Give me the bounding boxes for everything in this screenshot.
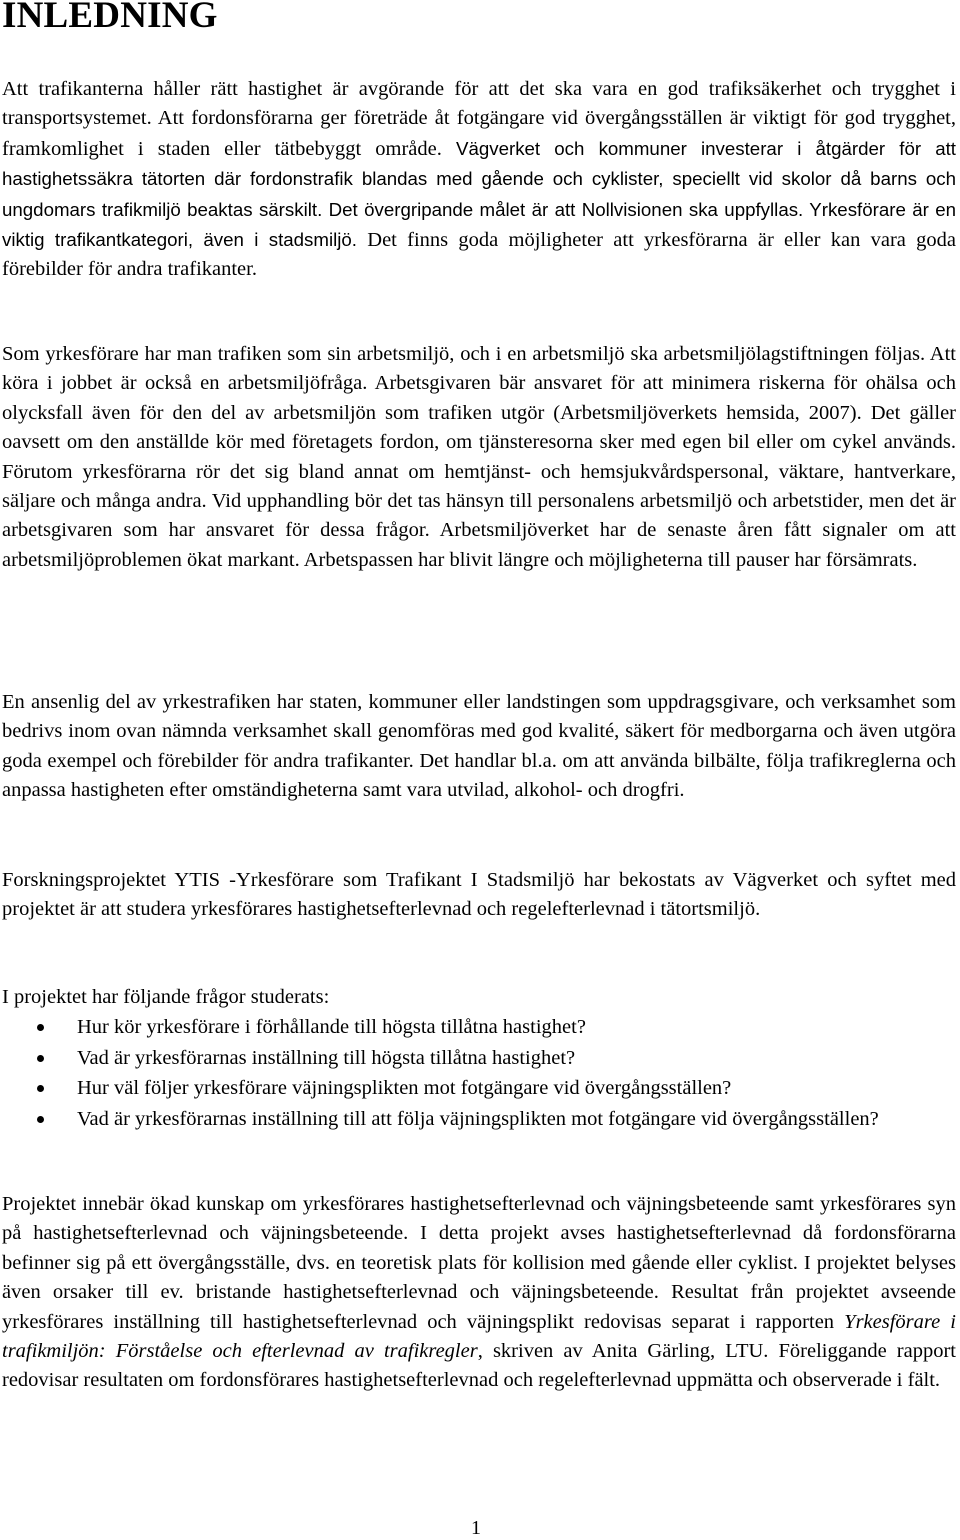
intro-serif-text: Att trafikanterna håller rätt hastighet är avgörande för att det ska vara en god trafiksäkerhet och trygghet i transportsystemet. Att fordonsförarna ger företräde åt fotgängare vid övergångsställen är viktigt för god trygghet, framkomlighet i staden eller tätbebyggt område.: [2, 78, 956, 160]
outcome-text-end: , skriven av Anita Gärling, LTU. Föreliggande rapport redovisar resultaten om fordonsförares hastighetsefterlevnad och regelefterlevnad uppmätta och observerade i fält.: [2, 1340, 956, 1392]
intro-serif-text-2: Det finns goda möjligheter att yrkesförarna är eller kan vara goda förebilder för andra trafikanter.: [2, 229, 956, 281]
research-questions-list: [0, 1012, 958, 1134]
section-heading: INLEDNING: [2, 0, 218, 36]
list-item-text: Hur kör yrkesförare i förhållande till högsta tillåtna hastighet?: [77, 1016, 586, 1038]
bullet-icon: [37, 1116, 44, 1123]
outcome-text: Projektet innebär ökad kunskap om yrkesförares hastighetsefterlevnad och väjningsbeteende samt yrkesförares syn på hastighetsefterlevnad och väjningsbeteende. I detta projekt avses hastighetsefterlevnad då fordonsförarna befinner sig på ett övergångsställe, dvs. en teoretisk plats för kollision med gående eller cyklist. I projektet belyses även orsaker till ev. bristande hastighetsefterlevnad och väjningsbeteende. Resultat från projektet avseende yrkesförares inställning till hastighetsefterlevnad och väjningsplikt redovisas separat i rapporten: [2, 1193, 956, 1333]
work-environment-paragraph: Som yrkesförare har man trafiken som sin arbetsmiljö, och i en arbetsmiljö ska arbetsmiljölagstiftningen följas. Att köra i jobbet är också en arbetsmiljöfråga. Arbetsgivaren bär ansvaret för att minimera riskerna för ohälsa och olycksfall även för den del av arbetsmiljön som trafiken utgör (Arbetsmiljöverkets hemsida, 2007). Det gäller oavsett om den anställde kör med företagets fordon, om tjänsteresorna sker med egen bil eller om cykel används. Förutom yrkesförarna rör det sig bland annat om hemtjänst- och hemsjukvårdspersonal, väktare, hantverkare, säljare och många andra. Vid upphandling bör det tas hänsyn till personalens arbetsmiljö och arbetstider, men det är arbetsgivaren som har ansvaret för dessa frågor. Arbetsmiljöverket har de senaste åren fått signaler om att arbetsmiljöproblemen ökat markant. Arbetspassen har blivit längre och möjligheterna till pauser har försämrats.: [2, 343, 956, 571]
intro-paragraph: [2, 75, 956, 285]
intro-sans-text: Vägverket och kommuner investerar i åtgärder för att hastighetssäkra tätorten där fordonstrafik blandas med gående och cyklister, speciellt vid skolor då barns och ungdomars trafikmiljö beaktas särskilt. Det övergripande målet är att Nollvisionen ska uppfyllas. Yrkesförare är en viktig trafikantkategori, även i stadsmiljö.: [2, 137, 957, 251]
list-item: [0, 1043, 958, 1074]
bullet-icon: [37, 1085, 44, 1092]
list-item-text: Vad är yrkesförarnas inställning till högsta tillåtna hastighet?: [77, 1046, 576, 1069]
list-item-text: Vad är yrkesförarnas inställning till att följa väjningsplikten mot fotgängare vid övergångsställen?: [77, 1107, 879, 1130]
list-item: [0, 1104, 958, 1135]
list-item-text: Hur väl följer yrkesförare väjningsplikten mot fotgängare vid övergångsställen?: [77, 1077, 732, 1100]
public-sector-paragraph: En ansenlig del av yrkestrafiken har staten, kommuner eller landstingen som uppdragsgivare, och verksamhet som bedrivs inom ovan nämnda verksamhet skall genomföras med god kvalité, säkert för medborgarna och även utgöra goda exempel och förebilder för andra trafikanter. Det handlar bl.a. om att använda bilbälte, följa trafikreglerna och anpassa hastigheten efter omständigheterna samt vara utvilad, alkohol- och drogfri.: [2, 691, 956, 802]
list-item: [0, 1073, 958, 1104]
list-item: [0, 1012, 958, 1043]
bullet-icon: [37, 1024, 44, 1031]
project-outcome-paragraph: [2, 1190, 956, 1396]
report-title: Yrkesförare i trafikmiljön: Förståelse och efterlevnad av trafikregler: [2, 1310, 957, 1363]
project-description-paragraph: Forskningsprojektet YTIS -Yrkesförare som Trafikant I Stadsmiljö har bekostats av Vägverket och syftet med projektet är att studera yrkesförares hastighetsefterlevnad och regelefterlevnad i tätortsmiljö.: [2, 869, 956, 921]
questions-intro: I projektet har följande frågor studerats:: [2, 986, 330, 1008]
page-number: 1: [471, 1517, 481, 1539]
bullet-icon: [37, 1055, 44, 1062]
